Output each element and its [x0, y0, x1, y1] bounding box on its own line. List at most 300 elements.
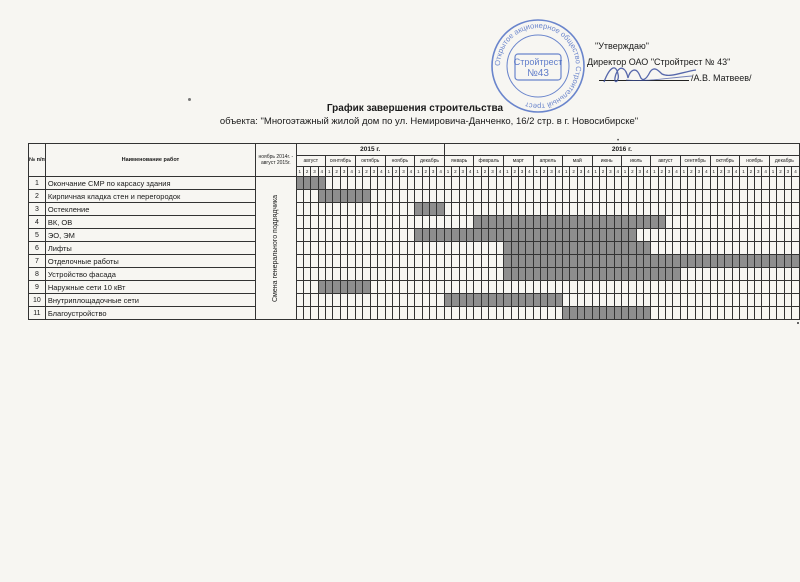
gantt-cell [325, 268, 332, 281]
gantt-cell [747, 190, 754, 203]
gantt-cell [348, 255, 355, 268]
gantt-bar-cell [577, 307, 584, 320]
gantt-bar-cell [592, 242, 599, 255]
header-month: ноябрь [385, 156, 415, 167]
gantt-cell [437, 242, 444, 255]
gantt-cell [474, 177, 481, 190]
gantt-cell [311, 203, 318, 216]
gantt-bar-cell [333, 190, 340, 203]
gantt-cell [444, 216, 451, 229]
gantt-cell [340, 242, 347, 255]
gantt-cell [340, 294, 347, 307]
gantt-cell [363, 203, 370, 216]
gantt-cell [695, 190, 702, 203]
header-week: 1 [621, 167, 628, 177]
gantt-cell [370, 203, 377, 216]
gantt-cell [489, 281, 496, 294]
gantt-bar-cell [481, 294, 488, 307]
gantt-bar-cell [607, 229, 614, 242]
gantt-cell [400, 255, 407, 268]
gantt-cell [710, 281, 717, 294]
gantt-cell [710, 307, 717, 320]
gantt-cell [378, 294, 385, 307]
gantt-cell [614, 190, 621, 203]
gantt-bar-cell [769, 255, 776, 268]
gantt-cell [599, 177, 606, 190]
gantt-cell [680, 177, 687, 190]
gantt-cell [407, 216, 414, 229]
header-period: ноябрь 2014г. - август 2015г. [256, 144, 297, 177]
gantt-bar-cell [563, 229, 570, 242]
gantt-bar-cell [504, 242, 511, 255]
header-week: 2 [540, 167, 547, 177]
gantt-cell [607, 294, 614, 307]
work-name: Устройство фасада [45, 268, 255, 281]
work-name: Кирпичная кладка стен и перегородок [45, 190, 255, 203]
table-row [29, 255, 800, 268]
gantt-cell [415, 307, 422, 320]
gantt-cell [385, 216, 392, 229]
gantt-cell [673, 177, 680, 190]
gantt-cell [688, 307, 695, 320]
row-number: 5 [29, 229, 46, 242]
gantt-cell [325, 216, 332, 229]
gantt-cell [563, 203, 570, 216]
gantt-cell [348, 229, 355, 242]
gantt-cell [658, 294, 665, 307]
gantt-cell [504, 190, 511, 203]
gantt-bar-cell [680, 255, 687, 268]
header-week: 3 [725, 167, 732, 177]
gantt-cell [415, 190, 422, 203]
gantt-cell [695, 177, 702, 190]
gantt-cell [755, 242, 762, 255]
gantt-cell [548, 281, 555, 294]
gantt-cell [658, 281, 665, 294]
gantt-cell [577, 294, 584, 307]
gantt-cell [777, 242, 784, 255]
gantt-bar-cell [629, 242, 636, 255]
header-week: 3 [695, 167, 702, 177]
gantt-cell [769, 242, 776, 255]
gantt-bar-cell [518, 216, 525, 229]
gantt-bar-cell [629, 307, 636, 320]
gantt-cell [755, 203, 762, 216]
gantt-cell [762, 281, 769, 294]
gantt-cell [680, 294, 687, 307]
gantt-cell [636, 281, 643, 294]
gantt-cell [355, 203, 362, 216]
gantt-cell [777, 229, 784, 242]
gantt-bar-cell [585, 229, 592, 242]
gantt-cell [717, 216, 724, 229]
gantt-cell [325, 294, 332, 307]
gantt-cell [392, 281, 399, 294]
gantt-cell [422, 216, 429, 229]
gantt-cell [407, 229, 414, 242]
gantt-bar-cell [415, 203, 422, 216]
gantt-cell [452, 281, 459, 294]
speck [188, 98, 191, 101]
gantt-bar-cell [325, 281, 332, 294]
gantt-cell [755, 216, 762, 229]
gantt-bar-cell [599, 307, 606, 320]
gantt-cell [784, 177, 791, 190]
gantt-cell [311, 216, 318, 229]
header-week: 2 [747, 167, 754, 177]
header-week: 4 [348, 167, 355, 177]
gantt-cell [695, 294, 702, 307]
gantt-cell [489, 177, 496, 190]
gantt-bar-cell [599, 268, 606, 281]
gantt-cell [318, 255, 325, 268]
table-row [29, 216, 800, 229]
gantt-bar-cell [489, 216, 496, 229]
gantt-cell [592, 177, 599, 190]
gantt-cell [747, 216, 754, 229]
gantt-cell [717, 281, 724, 294]
gantt-cell [459, 242, 466, 255]
gantt-cell [370, 190, 377, 203]
gantt-bar-cell [621, 255, 628, 268]
gantt-bar-cell [585, 307, 592, 320]
gantt-cell [732, 281, 739, 294]
gantt-bar-cell [533, 255, 540, 268]
gantt-cell [466, 242, 473, 255]
gantt-cell [496, 255, 503, 268]
gantt-cell [658, 307, 665, 320]
gantt-cell [555, 203, 562, 216]
gantt-cell [422, 294, 429, 307]
gantt-cell [303, 229, 310, 242]
gantt-cell [747, 229, 754, 242]
gantt-bar-cell [533, 294, 540, 307]
gantt-cell [732, 216, 739, 229]
gantt-cell [665, 307, 672, 320]
gantt-cell [621, 294, 628, 307]
header-week: 3 [548, 167, 555, 177]
gantt-cell [303, 281, 310, 294]
gantt-cell [777, 294, 784, 307]
gantt-cell [318, 216, 325, 229]
gantt-cell [703, 242, 710, 255]
gantt-cell [355, 255, 362, 268]
gantt-cell [385, 307, 392, 320]
gantt-bar-cell [540, 255, 547, 268]
gantt-cell [400, 190, 407, 203]
gantt-cell [318, 229, 325, 242]
gantt-cell [710, 203, 717, 216]
gantt-bar-cell [636, 255, 643, 268]
table-row [29, 177, 800, 190]
gantt-cell [385, 177, 392, 190]
header-week: 2 [511, 167, 518, 177]
gantt-bar-cell [740, 255, 747, 268]
gantt-cell [400, 216, 407, 229]
gantt-cell [429, 268, 436, 281]
gantt-cell [526, 190, 533, 203]
table-row [29, 203, 800, 216]
row-number: 10 [29, 294, 46, 307]
gantt-cell [643, 229, 650, 242]
gantt-cell [570, 190, 577, 203]
gantt-cell [518, 203, 525, 216]
gantt-cell [392, 190, 399, 203]
gantt-cell [363, 255, 370, 268]
gantt-bar-cell [629, 229, 636, 242]
gantt-bar-cell [504, 268, 511, 281]
gantt-cell [621, 203, 628, 216]
header-week: 1 [592, 167, 599, 177]
gantt-bar-cell [570, 229, 577, 242]
gantt-cell [725, 177, 732, 190]
header-week: 1 [444, 167, 451, 177]
header-week: 3 [665, 167, 672, 177]
gantt-bar-cell [717, 255, 724, 268]
gantt-cell [777, 190, 784, 203]
work-name: ВК, ОВ [45, 216, 255, 229]
gantt-bar-cell [511, 255, 518, 268]
gantt-cell [533, 203, 540, 216]
gantt-cell [784, 203, 791, 216]
gantt-bar-cell [658, 268, 665, 281]
gantt-cell [400, 307, 407, 320]
gantt-cell [496, 268, 503, 281]
gantt-bar-cell [658, 255, 665, 268]
gantt-cell [400, 177, 407, 190]
gantt-cell [407, 281, 414, 294]
gantt-cell [533, 190, 540, 203]
gantt-cell [695, 307, 702, 320]
gantt-cell [629, 203, 636, 216]
gantt-bar-cell [496, 294, 503, 307]
gantt-cell [325, 255, 332, 268]
gantt-cell [311, 229, 318, 242]
gantt-cell [725, 307, 732, 320]
gantt-cell [725, 203, 732, 216]
gantt-cell [614, 281, 621, 294]
work-name: Наружные сети 10 кВт [45, 281, 255, 294]
gantt-cell [422, 242, 429, 255]
gantt-cell [429, 307, 436, 320]
gantt-cell [732, 242, 739, 255]
table-row [29, 229, 800, 242]
gantt-cell [755, 281, 762, 294]
gantt-cell [303, 268, 310, 281]
gantt-cell [526, 307, 533, 320]
gantt-bar-cell [533, 216, 540, 229]
gantt-cell [762, 216, 769, 229]
gantt-cell [459, 307, 466, 320]
gantt-bar-cell [415, 229, 422, 242]
header-week: 2 [777, 167, 784, 177]
header-month: февраль [474, 156, 504, 167]
gantt-cell [769, 281, 776, 294]
gantt-cell [688, 216, 695, 229]
gantt-cell [311, 307, 318, 320]
gantt-cell [392, 229, 399, 242]
gantt-cell [318, 268, 325, 281]
gantt-cell [392, 203, 399, 216]
gantt-cell [732, 268, 739, 281]
gantt-cell [717, 229, 724, 242]
gantt-cell [392, 216, 399, 229]
gantt-cell [474, 255, 481, 268]
gantt-bar-cell [614, 216, 621, 229]
header-week: 4 [378, 167, 385, 177]
schedule-table-wrap [28, 143, 800, 320]
gantt-bar-cell [643, 242, 650, 255]
gantt-bar-cell [540, 242, 547, 255]
gantt-cell [511, 307, 518, 320]
gantt-bar-cell [563, 216, 570, 229]
gantt-cell [784, 307, 791, 320]
gantt-cell [703, 294, 710, 307]
gantt-bar-cell [563, 242, 570, 255]
gantt-cell [703, 177, 710, 190]
gantt-cell [452, 177, 459, 190]
gantt-cell [621, 281, 628, 294]
gantt-bar-cell [599, 255, 606, 268]
gantt-bar-cell [585, 255, 592, 268]
gantt-bar-cell [429, 229, 436, 242]
gantt-cell [422, 281, 429, 294]
gantt-cell [548, 203, 555, 216]
gantt-cell [452, 307, 459, 320]
gantt-cell [459, 203, 466, 216]
gantt-cell [703, 268, 710, 281]
gantt-cell [415, 177, 422, 190]
work-name: Отделочные работы [45, 255, 255, 268]
gantt-bar-cell [518, 229, 525, 242]
gantt-cell [740, 307, 747, 320]
gantt-bar-cell [511, 216, 518, 229]
gantt-cell [481, 177, 488, 190]
gantt-bar-cell [444, 229, 451, 242]
gantt-cell [732, 177, 739, 190]
work-name: Внутриплощадочные сети [45, 294, 255, 307]
gantt-cell [747, 307, 754, 320]
gantt-cell [429, 190, 436, 203]
document-title: График завершения строительства [326, 103, 504, 114]
gantt-cell [680, 281, 687, 294]
header-week: 1 [385, 167, 392, 177]
gantt-cell [511, 190, 518, 203]
row-number: 4 [29, 216, 46, 229]
gantt-cell [673, 216, 680, 229]
gantt-cell [777, 281, 784, 294]
gantt-cell [437, 216, 444, 229]
gantt-cell [370, 281, 377, 294]
gantt-cell [422, 268, 429, 281]
gantt-cell [378, 268, 385, 281]
gantt-cell [614, 203, 621, 216]
gantt-cell [717, 294, 724, 307]
gantt-cell [385, 242, 392, 255]
gantt-cell [673, 229, 680, 242]
header-week: 1 [504, 167, 511, 177]
gantt-cell [459, 216, 466, 229]
gantt-cell [429, 242, 436, 255]
gantt-bar-cell [526, 255, 533, 268]
header-year: 2016 г. [444, 144, 799, 156]
gantt-cell [680, 203, 687, 216]
gantt-cell [747, 177, 754, 190]
gantt-cell [511, 203, 518, 216]
gantt-cell [725, 229, 732, 242]
gantt-cell [636, 229, 643, 242]
gantt-bar-cell [340, 281, 347, 294]
gantt-cell [303, 255, 310, 268]
gantt-cell [407, 268, 414, 281]
gantt-cell [621, 177, 628, 190]
gantt-bar-cell [592, 268, 599, 281]
gantt-cell [665, 177, 672, 190]
gantt-bar-cell [526, 294, 533, 307]
approval-position: Директор ОАО "Стройтрест № 43" [587, 57, 731, 67]
gantt-cell [296, 294, 303, 307]
gantt-bar-cell [318, 281, 325, 294]
header-week: 3 [577, 167, 584, 177]
gantt-cell [643, 177, 650, 190]
gantt-cell [651, 294, 658, 307]
gantt-cell [363, 294, 370, 307]
gantt-bar-cell [621, 242, 628, 255]
gantt-cell [769, 190, 776, 203]
gantt-cell [452, 255, 459, 268]
header-week: 4 [703, 167, 710, 177]
gantt-bar-cell [481, 229, 488, 242]
header-week: 3 [370, 167, 377, 177]
gantt-cell [355, 294, 362, 307]
gantt-cell [792, 307, 800, 320]
gantt-cell [777, 203, 784, 216]
gantt-bar-cell [548, 229, 555, 242]
gantt-cell [378, 190, 385, 203]
table-row [29, 307, 800, 320]
gantt-cell [777, 216, 784, 229]
gantt-cell [481, 255, 488, 268]
header-week: 3 [489, 167, 496, 177]
gantt-cell [607, 190, 614, 203]
gantt-bar-cell [651, 268, 658, 281]
header-month: сентябрь [325, 156, 355, 167]
gantt-cell [658, 229, 665, 242]
approval-signatory: /А.В. Матвеев/ [691, 73, 752, 83]
gantt-cell [452, 190, 459, 203]
gantt-cell [688, 281, 695, 294]
gantt-cell [710, 216, 717, 229]
gantt-cell [444, 190, 451, 203]
speck [797, 322, 799, 324]
gantt-cell [333, 229, 340, 242]
gantt-cell [296, 268, 303, 281]
gantt-cell [474, 268, 481, 281]
gantt-cell [481, 268, 488, 281]
header-month: май [563, 156, 592, 167]
gantt-bar-cell [570, 242, 577, 255]
gantt-bar-cell [540, 294, 547, 307]
gantt-cell [740, 216, 747, 229]
header-week: 2 [599, 167, 606, 177]
gantt-bar-cell [518, 294, 525, 307]
gantt-cell [540, 281, 547, 294]
gantt-bar-cell [636, 242, 643, 255]
gantt-cell [658, 190, 665, 203]
gantt-cell [363, 229, 370, 242]
gantt-cell [437, 177, 444, 190]
header-week: 1 [563, 167, 570, 177]
